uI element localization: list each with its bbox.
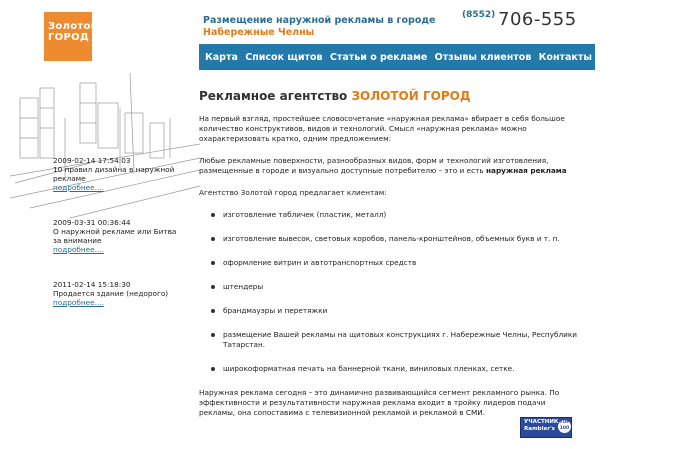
service-label: изготовление табличек (пластик, металл)	[223, 210, 387, 219]
news-item	[53, 280, 183, 307]
rambler-line-1: УЧАСТНИК	[524, 419, 559, 425]
page-title-prefix: Рекламное агентство	[199, 89, 352, 103]
news-more-link[interactable]: подробнее....	[53, 245, 104, 254]
logo-text	[48, 21, 98, 43]
news-date: 2011-02-14 15:18:30	[53, 280, 131, 289]
main-nav	[199, 44, 675, 70]
page-title-brand: ЗОЛОТОЙ ГОРОД	[351, 89, 471, 103]
service-label: широкоформатная печать на баннерной ткани, виниловых пленках, сетке.	[223, 364, 515, 373]
service-label: изготовление вывесок, световых коробов, панель-кронштейнов, объемных букв и т. п.	[223, 234, 560, 243]
site-title-city: Набережные Челны	[203, 27, 315, 38]
service-label: размещение Вашей рекламы на щитовых конструкциях г. Набережные Челны, Республики Татарстан.	[223, 330, 578, 349]
service-label: штендеры	[223, 282, 264, 291]
rambler-line-2: Rambler's	[524, 426, 555, 432]
bullet-icon	[211, 309, 215, 313]
phone-code: (8552)	[462, 10, 496, 20]
offer-paragraph: Агентство Золотой город предлагает клиентам:	[199, 188, 387, 197]
nav-item-map[interactable]: Карта	[205, 52, 238, 63]
list-item	[199, 258, 579, 268]
rambler-text	[524, 419, 558, 433]
news-title: О наружной рекламе или Битва за внимание	[53, 227, 177, 245]
nav-item-articles[interactable]: Статьи о рекламе	[329, 52, 428, 63]
news-item	[53, 156, 183, 192]
list-item	[199, 210, 579, 220]
summary-paragraph: Наружная реклама сегодня – это динамично развивающийся сегмент рекламного рынка. По эффективности и результативности наружная реклама входит в тройку лидеров подачи рекламы, она сопоставима с телевизионной рекламой и рекламой в СМИ.	[199, 388, 560, 417]
list-item	[199, 306, 579, 316]
bullet-icon	[211, 367, 215, 371]
bullet-icon	[211, 285, 215, 289]
logo-line-1: Золотой	[48, 21, 98, 32]
main-content	[199, 114, 579, 430]
service-label: оформление витрин и автотранспортных средств	[223, 258, 417, 267]
definition-text: Любые рекламные поверхности, разнообразных видов, форм и технологий изготовления, размещенные в городе и визуально доступные потребителю – это и есть	[199, 156, 549, 175]
intro-paragraph: На первый взгляд, простейшее словосочетание «наружная реклама» вбирает в себя большое количество конструктивов, видов и технологий. Смысл «наружная реклама» можно охарактеризовать кратко, одним предложением:	[199, 114, 565, 143]
news-date: 2009-03-31 00:36:44	[53, 218, 131, 227]
news-title: Продается здание (недорого)	[53, 289, 169, 298]
nav-item-building-sale[interactable]: Продается зд	[599, 52, 675, 63]
list-item	[199, 330, 579, 350]
city-sketch-illustration	[10, 58, 200, 218]
list-item	[199, 234, 579, 244]
list-item	[199, 364, 579, 374]
bullet-icon	[211, 237, 215, 241]
definition-paragraph	[199, 156, 579, 176]
bullet-icon	[211, 261, 215, 265]
definition-bold: наружная реклама	[485, 166, 567, 175]
news-more-link[interactable]: подробнее....	[53, 298, 104, 307]
news-date: 2009-02-14 17:54:03	[53, 156, 131, 165]
rambler-top100-counter[interactable]	[520, 417, 572, 438]
nav-item-reviews[interactable]: Отзывы клиентов	[434, 52, 532, 63]
services-list	[199, 210, 579, 374]
top100-badge: TOP 100	[559, 420, 570, 431]
news-title: 10 правил дизайна в наружной рекламе	[53, 165, 175, 183]
bullet-icon	[211, 213, 215, 217]
logo[interactable]	[44, 12, 98, 61]
site-title-text: Размещение наружной рекламы в городе	[203, 15, 436, 26]
site-title[interactable]	[203, 15, 448, 39]
nav-item-billboards[interactable]: Список щитов	[245, 52, 323, 63]
nav-item-contacts[interactable]: Контакты	[538, 52, 592, 63]
page-title	[199, 89, 471, 103]
bullet-icon	[211, 333, 215, 337]
logo-line-2: ГОРОД	[48, 32, 90, 43]
service-label: брандмауэры и перетяжки	[223, 306, 328, 315]
news-item	[53, 218, 183, 254]
phone-number: 706-555	[498, 9, 577, 30]
list-item	[199, 282, 579, 292]
news-more-link[interactable]: подробнее....	[53, 183, 104, 192]
